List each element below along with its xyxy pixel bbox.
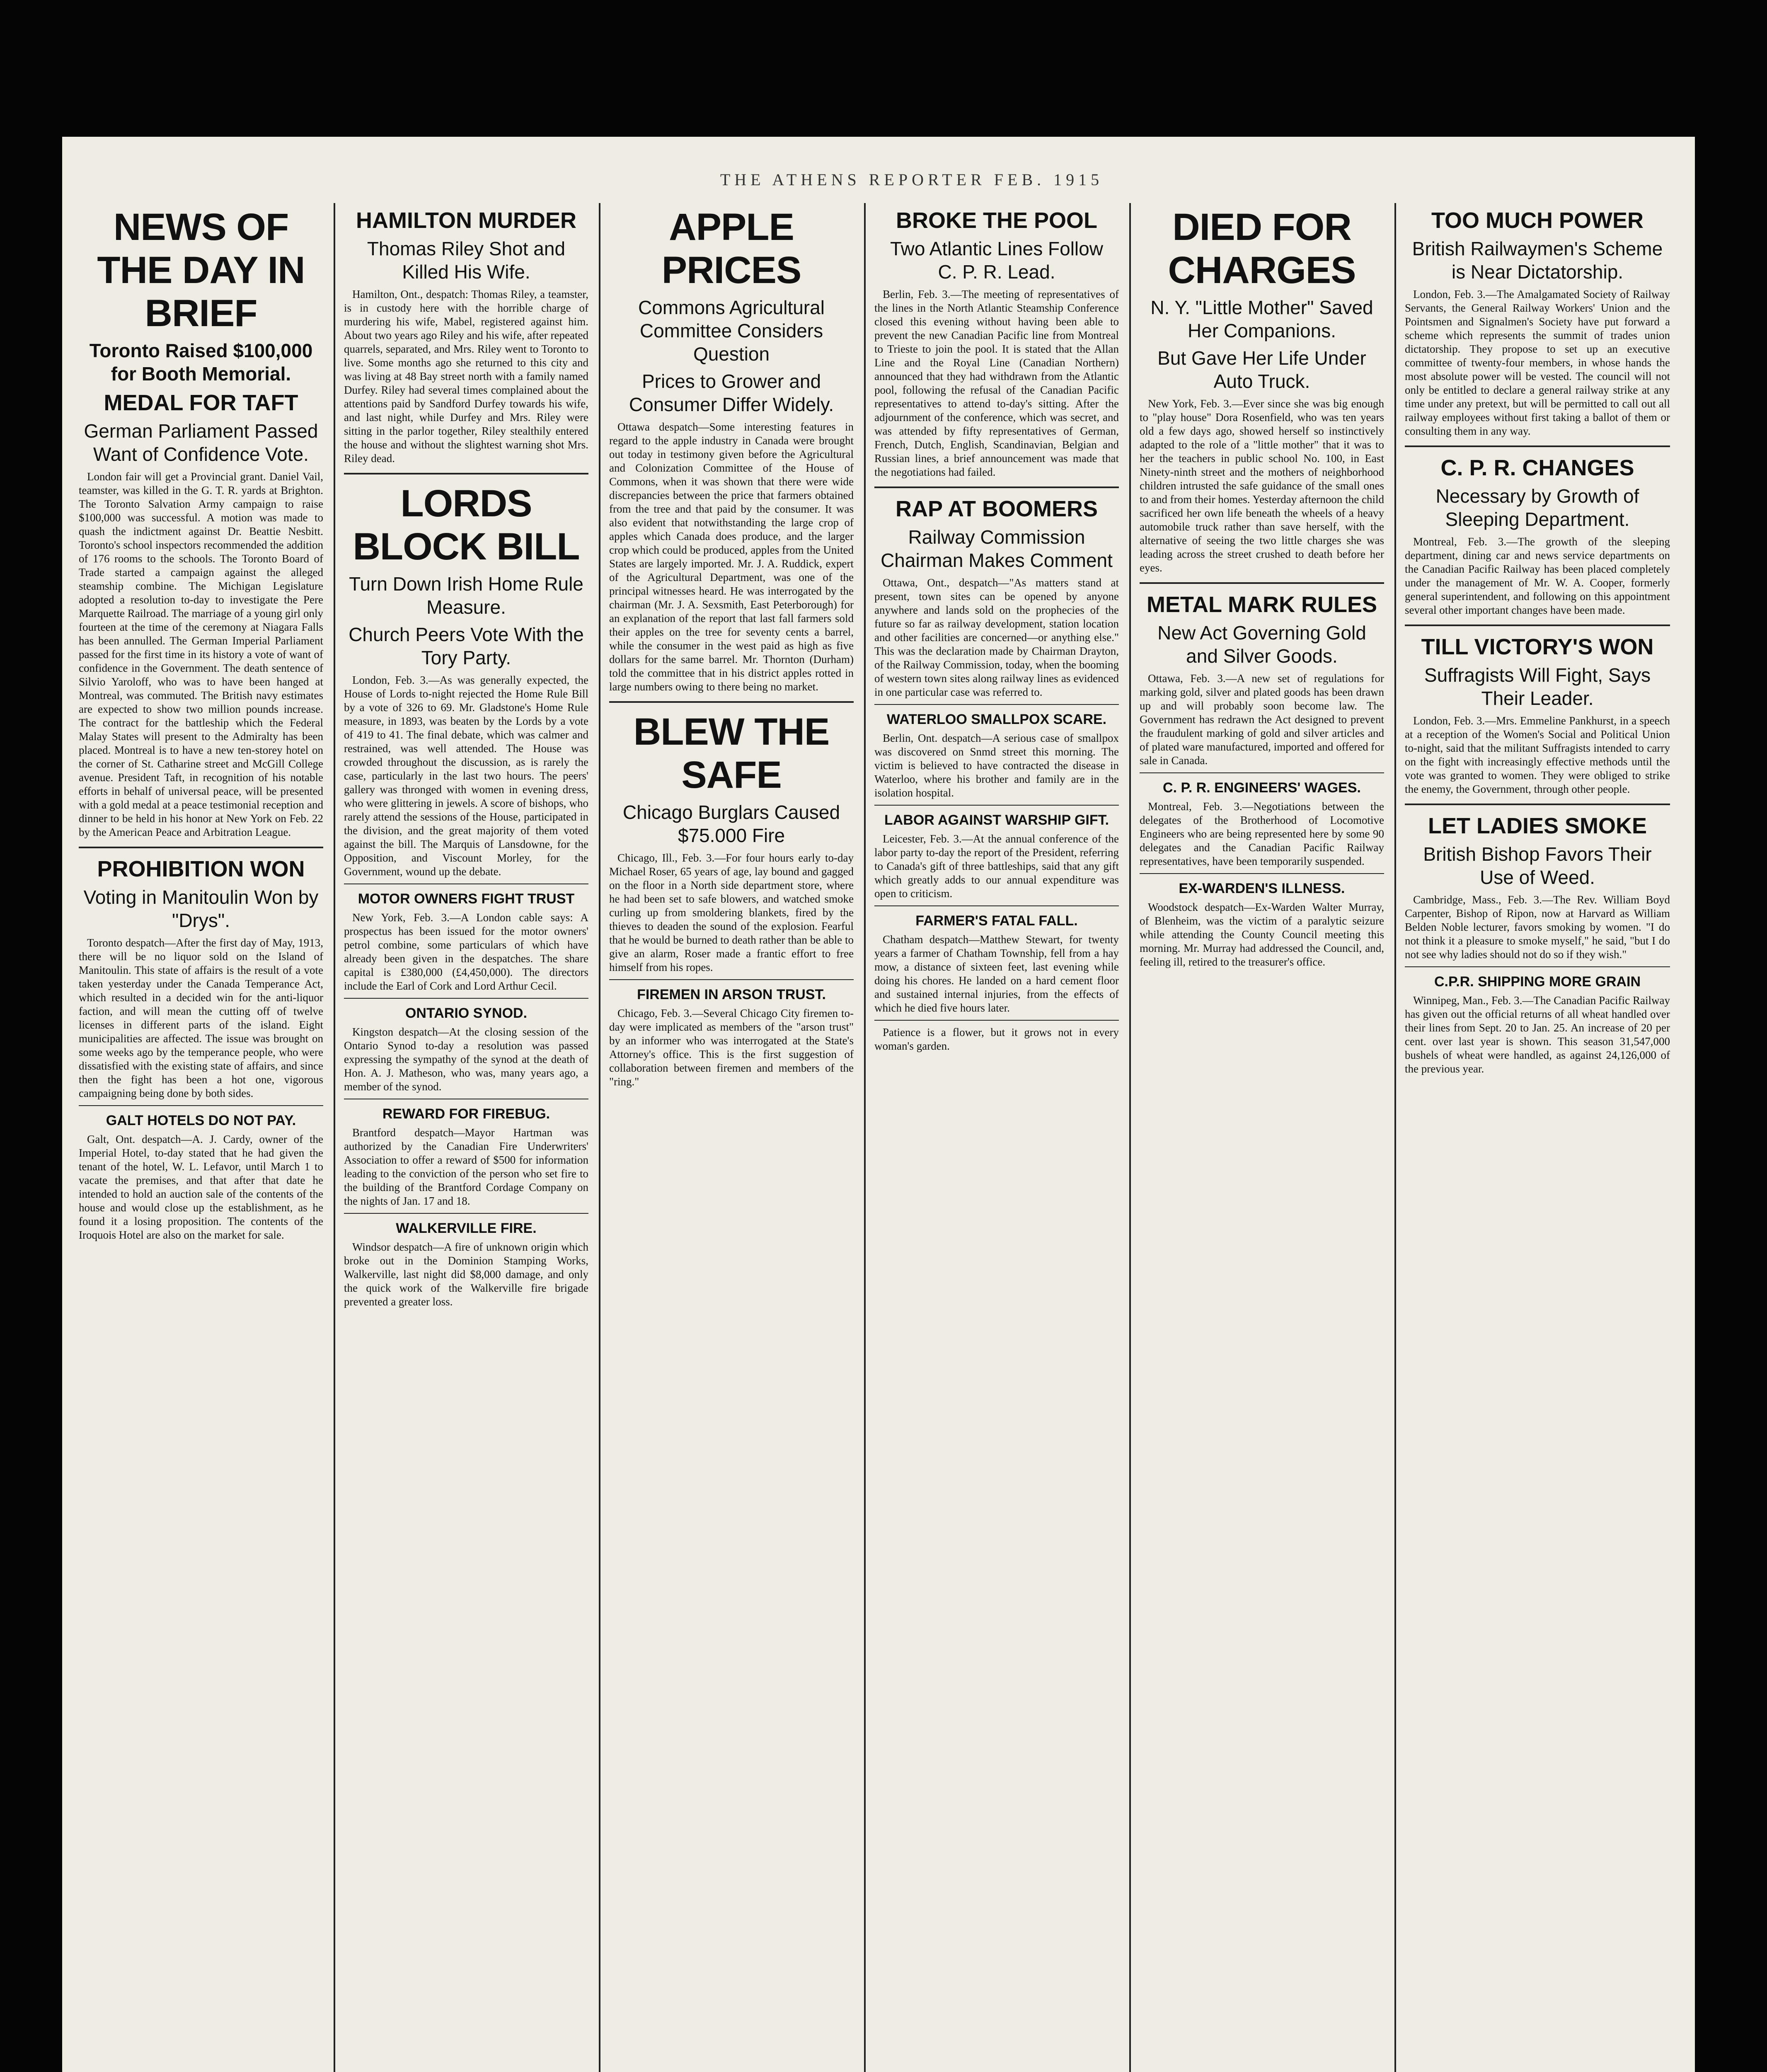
column-4 bbox=[874, 203, 1119, 2072]
divider bbox=[1140, 873, 1384, 874]
divider bbox=[609, 701, 854, 703]
article-body: Brantford despatch—Mayor Hartman was authorized by the Canadian Fire Underwriters' Association to offer a reward of $500 for information leading to the conviction of the person who set fire to the building of the Brantford Cordage Company on the nights of Jan. 17 and 18. bbox=[344, 1126, 588, 1207]
headline-ex-warden: EX-WARDEN'S ILLNESS. bbox=[1179, 881, 1345, 896]
filler-line: Patience is a flower, but it grows not in every woman's garden. bbox=[874, 1026, 1119, 1052]
divider bbox=[1405, 966, 1670, 967]
divider bbox=[874, 704, 1119, 705]
divider bbox=[344, 473, 588, 474]
headline-engineers-wages: C. P. R. ENGINEERS' WAGES. bbox=[1163, 780, 1361, 796]
headline-arson-trust: FIREMEN IN ARSON TRUST. bbox=[637, 987, 826, 1002]
subhead-railway-commission: Railway Commission Chairman Makes Comment bbox=[881, 526, 1113, 571]
headline-cpr-grain: C.P.R. SHIPPING MORE GRAIN bbox=[1434, 974, 1641, 990]
article-body: Woodstock despatch—Ex-Warden Walter Murray, of Blenheim, was the victim of a paralytic seizure while attending the County Council meeting this morning. Mr. Murray had addressed the Council, and, feeling ill, retired to the treasurer's office. bbox=[1140, 901, 1384, 968]
divider bbox=[1140, 772, 1384, 773]
subhead-gold-silver: New Act Governing Gold and Silver Goods. bbox=[1157, 622, 1366, 667]
column-3 bbox=[609, 203, 854, 2072]
subhead-booth-memorial: Toronto Raised $100,000 for Booth Memorial. bbox=[89, 340, 313, 385]
column-rule bbox=[1129, 203, 1131, 2072]
article-body: London, Feb. 3.—The Amalgamated Society of Railway Servants, the General Railway Workers' Union and the Pointsmen and Signalmen's Society have put forward a scheme which represents the summit of trades union dictatorship. They propose to set up an executive committee of twenty-four members, in whose hands the most absolute power will be vested. The council will not only be entitled to declare a general railway strike at any time under any pretext, but will be permitted to call out all railway employees without first taking a ballot of them or consulting them in any way. bbox=[1405, 288, 1670, 437]
article-body: Leicester, Feb. 3.—At the annual conference of the labor party to-day the report of the President, referring to Canada's gift of three battleships, said that any gift which greatly adds to our annual expenditure was open to criticism. bbox=[874, 833, 1119, 900]
article-body: Windsor despatch—A fire of unknown origin which broke out in the Dominion Stamping Works, Walkerville, last night did $8,000 damage, and only the quick work of the Walkerville fire brigade prevented a greater loss. bbox=[344, 1241, 588, 1308]
article-body: London, Feb. 3.—Mrs. Emmeline Pankhurst, in a speech at a reception of the Women's Social and Political Union to-night, said that the militant Suffragists intended to carry on the fight with increasingly effective methods until the vote was granted to women. They were obliged to strike the enemy, the Government, through other people. bbox=[1405, 714, 1670, 795]
article-body: Chicago, Ill., Feb. 3.—For four hours early to-day Michael Roser, 65 years of age, lay bound and gagged on the floor in a North side department store, where he had been set to safe blowers, and watched smoke curling up from smoldering blankets, fired by the thieves to deaden the sound of the explosion. Fearful that he would be burned to death rather than be able to give an alarm, Roser made a frantic effort to free himself from his ropes. bbox=[609, 852, 854, 973]
article-body: New York, Feb. 3.—Ever since she was big enough to "play house" Dora Rosenfield, who was ten years old a few days ago, showed herself so instinctively adapted to the role of a "little mother" that it was to her the teachers in public school No. 100, in East Ninety-ninth street and the mothers of neighborhood children intrusted the safe guidance of the small ones to and from their homes. Yesterday afternoon the child sacrificed her own life beneath the wheels of a heavy automobile truck rather than save herself, with the alternative of seeing the two little charges she was leading across the street crushed to death before her eyes. bbox=[1140, 397, 1384, 574]
subhead-chicago-burglars: Chicago Burglars Caused $75.000 Fire bbox=[622, 801, 840, 846]
subhead-commons-committee: Commons Agricultural Committee Considers Question bbox=[638, 297, 825, 365]
headline-farmer-fall: FARMER'S FATAL FALL. bbox=[915, 913, 1078, 929]
divider bbox=[1405, 804, 1670, 805]
article-body: Montreal, Feb. 3.—Negotiations between the delegates of the Brotherhood of Locomotive Engineers who are being represented here by some 90 delegates and the Canadian Pacific Railway representatives, have been temporarily suspended. bbox=[1140, 800, 1384, 867]
headline-motor-trust: MOTOR OWNERS FIGHT TRUST bbox=[358, 891, 575, 907]
divider bbox=[874, 905, 1119, 906]
article-body: London, Feb. 3.—As was generally expected, the House of Lords to-night rejected the Home Rule Bill by a vote of 326 to 69. Mr. Gladstone's Home Rule measure, in 1893, was beaten by the Lords by a vote of 419 to 41. The final debate, which was calmer and restrained, was well attended. The House was crowded throughout the discussion, as is rarely the case, particularly in the last two hours. The peers' gallery was thronged with women in evening dress, who were glittering in jewels. A score of bishops, who rarely attend the sessions of the House, participated in the division, and the great majority of them voted against the bill. The Marquis of Lansdowne, for the Opposition, and Viscount Morley, for the Government, wound up the debate. bbox=[344, 674, 588, 878]
headline-walkerville-fire: WALKERVILLE FIRE. bbox=[396, 1220, 537, 1236]
article-body: Hamilton, Ont., despatch: Thomas Riley, a teamster, is in custody here with the horrible charge of murdering his wife, Mabel, registered against him. About two years ago Riley and his wife, after repeated quarrels, separated, and Mrs. Riley went to Toronto to live. Some months ago she returned to this city and was living at 48 Bay street north with a family named Durfey. Riley had several times complained about the attentions paid by Sandford Durfey towards his wife, and last night, while Durfey and Mrs. Riley were sitting in the parlor together, Riley stealthily entered the house and without the slightest warning shot Mrs. Riley dead. bbox=[344, 288, 588, 465]
headline-ladies-smoke: LET LADIES SMOKE bbox=[1428, 813, 1647, 838]
article-body: Berlin, Feb. 3.—The meeting of representatives of the lines in the North Atlantic Steamship Conference closed this evening without having been able to prevent the new Canadian Pacific line from Montreal to Trieste to join the pool. It is stated that the Allan Line and the Royal Line (Canadian Northern) announced that they had withdrawn from the Atlantic pool, following the refusal of the Canadian Pacific representatives to attend to-day's sitting. After the adjournment of the conference, which was secret, and was attended by fifty representatives of German, French, Dutch, English, Scandinavian, Belgian and Russian lines, a brief announcement was made that the negotiations had failed. bbox=[874, 288, 1119, 478]
subhead-prices-differ: Prices to Grower and Consumer Differ Widely. bbox=[629, 370, 834, 415]
masthead: THE ATHENS REPORTER FEB. 1915 bbox=[720, 170, 1104, 189]
subhead-sleeping-dept: Necessary by Growth of Sleeping Department. bbox=[1435, 485, 1639, 530]
divider bbox=[609, 979, 854, 980]
subhead-riley: Thomas Riley Shot and Killed His Wife. bbox=[367, 238, 566, 283]
headline-till-victory: TILL VICTORY'S WON bbox=[1421, 634, 1654, 659]
article-body: London fair will get a Provincial grant. Daniel Vail, teamster, was killed in the G. T. R. yards at Brighton. The Toronto Salvation Army campaign to raise $100,000 was successful. A motion was made to quash the indictment against Dr. Beattie Nesbitt. Toronto's school inspectors recommended the addition of 176 rooms to the schools. The Toronto Board of Trade started a campaign against the alleged steamship combine. The Michigan Legislature adopted a resolution to-day to investigate the Pere Marquette Railroad. The marriage of a young girl only fourteen at the time of the ceremony at Niagara Falls has been annulled. The German Imperial Parliament passed for the first time in its history a vote of want of confidence in the Government. The death sentence of Silvio Yaroloff, who was to have been hanged at Montreal, was commuted. The British navy estimates are expected to show two million pounds increase. The contract for the battleship which the Federal Malay States will present to the Admiralty has been placed. Montreal is to have a new ten-storey hotel on the corner of St. Catharine street and McGill College avenue. President Taft, in recognition of his notable efforts in behalf of universal peace, will be presented with a gold medal at a peace testimonial reception and dinner to be held in his honor at New York on Feb. 22 by the American Peace and Arbitration League. bbox=[79, 470, 323, 838]
article-body: New York, Feb. 3.—A London cable says: A prospectus has been issued for the motor owners' petrol combine, some particulars of which have already been given in the despatches. The share capital is £380,000 (£4,450,000). The directors include the Earl of Cork and Lord Arthur Cecil. bbox=[344, 911, 588, 992]
divider bbox=[1405, 625, 1670, 626]
headline-lords-block-bill: LORDS BLOCK BILL bbox=[353, 482, 580, 568]
subhead-railwaymen: British Railwaymen's Scheme is Near Dictatorship. bbox=[1412, 238, 1663, 283]
column-rule bbox=[334, 203, 335, 2072]
article-body: Montreal, Feb. 3.—The growth of the sleeping department, dining car and news service departments on the Canadian Pacific Railway has been placed completely under the management of Mr. W. A. Cooper, formerly general superintendent, and following on this appointment several other important changes have been made. bbox=[1405, 535, 1670, 616]
article-body: Berlin, Ont. despatch—A serious case of smallpox was discovered on Snmd street this morning. The victim is believed to have contracted the disease in Waterloo, where his brother and family are in the isolation hospital. bbox=[874, 732, 1119, 799]
divider bbox=[874, 1020, 1119, 1021]
headline-blew-safe: BLEW THE SAFE bbox=[633, 711, 830, 796]
divider bbox=[344, 998, 588, 999]
subhead-manitoulin: Voting in Manitoulin Won by "Drys". bbox=[83, 886, 319, 931]
divider bbox=[1405, 445, 1670, 447]
article-body: Toronto despatch—After the first day of May, 1913, there will be no liquor sold on the Island of Manitoulin. This state of affairs is the result of a vote taken yesterday under the Canada Temperance Act, which resulted in a decided win for the anti-liquor faction, and will mean the cutting off of twelve licenses in different parts of the island. Eight municipalities are affected. The issue was brought on some weeks ago by the temperance people, who were dissatisfied with the existing state of affairs, and since then the fight has been a hot one, vigorous campaigning being done by both sides. bbox=[79, 937, 323, 1099]
subhead-church-peers: Church Peers Vote With the Tory Party. bbox=[349, 624, 584, 668]
subhead-suffragists: Suffragists Will Fight, Says Their Leader. bbox=[1424, 664, 1651, 709]
divider bbox=[874, 805, 1119, 806]
subhead-atlantic-lines: Two Atlantic Lines Follow C. P. R. Lead. bbox=[890, 238, 1103, 283]
article-body: Galt, Ont. despatch—A. J. Cardy, owner of the Imperial Hotel, to-day stated that he had given the tenant of the hotel, W. L. Lefavor, until March 1 to vacate the premises, and that after that date he intended to hold an auction sale of the contents of the house and would close up the establishment, as he found it a losing proposition. The contents of the Iroquois Hotel are also on the market for sale. bbox=[79, 1133, 323, 1241]
headline-too-much-power: TOO MUCH POWER bbox=[1431, 208, 1644, 233]
divider bbox=[79, 1105, 323, 1106]
column-rule bbox=[599, 203, 600, 2072]
column-5 bbox=[1140, 203, 1384, 2072]
newspaper-page bbox=[62, 137, 1695, 2072]
divider bbox=[79, 847, 323, 848]
divider bbox=[344, 1213, 588, 1214]
headline-died-for-charges: DIED FOR CHARGES bbox=[1168, 206, 1356, 291]
divider bbox=[874, 487, 1119, 488]
headline-cpr-changes: C. P. R. CHANGES bbox=[1440, 455, 1634, 480]
subhead-bishop: British Bishop Favors Their Use of Weed. bbox=[1423, 843, 1652, 888]
article-body: Chicago, Feb. 3.—Several Chicago City firemen to-day were implicated as members of the "arson trust" by an informer who was interrogated at the State's Attorney's office. This is the first suggestion of collaboration between firemen and members of the "ring." bbox=[609, 1007, 854, 1088]
headline-galt-hotels: GALT HOTELS DO NOT PAY. bbox=[106, 1113, 296, 1128]
headline-warship-gift: LABOR AGAINST WARSHIP GIFT. bbox=[884, 812, 1109, 828]
column-6 bbox=[1405, 203, 1670, 2072]
column-2 bbox=[344, 203, 588, 2072]
headline-broke-pool: BROKE THE POOL bbox=[896, 208, 1098, 233]
article-body: Cambridge, Mass., Feb. 3.—The Rev. William Boyd Carpenter, Bishop of Ripon, now at Harvard as William Belden Noble lecturer, favors smoking by women. "I do not think it a pleasure to smoke myself," he said, "but I do not see why ladies should not do so if they wish." bbox=[1405, 893, 1670, 961]
column-1 bbox=[79, 203, 323, 2072]
headline-firebug: REWARD FOR FIREBUG. bbox=[382, 1106, 550, 1122]
article-body: Kingston despatch—At the closing session of the Ontario Synod to-day a resolution was passed expressing the sympathy of the synod at the death of Hon. A. J. Matheson, who was, many years ago, a member of the synod. bbox=[344, 1026, 588, 1093]
headline-hamilton-murder: HAMILTON MURDER bbox=[356, 208, 576, 233]
article-body: Chatham despatch—Matthew Stewart, for twenty years a farmer of Chatham Township, fell from a hay mow, a distance of sixteen feet, last evening while doing his chores. He landed on a hard cement floor and sustained internal injuries, from the effects of which he died five hours later. bbox=[874, 933, 1119, 1014]
headline-rap-boomers: RAP AT BOOMERS bbox=[895, 496, 1098, 521]
divider bbox=[1140, 582, 1384, 584]
article-body: Ottawa, Feb. 3.—A new set of regulations for marking gold, silver and plated goods has been drawn up and will probably soon become law. The Government has redrawn the Act designed to prevent the fraudulent marking of gold and silver articles and of plated ware manufactured, imported and offered for sale in Canada. bbox=[1140, 672, 1384, 767]
headline-medal-taft: MEDAL FOR TAFT bbox=[104, 390, 298, 415]
headline-metal-mark: METAL MARK RULES bbox=[1147, 592, 1377, 617]
headline-prohibition: PROHIBITION WON bbox=[97, 857, 305, 881]
subhead-auto-truck: But Gave Her Life Under Auto Truck. bbox=[1157, 347, 1366, 392]
subhead-little-mother: N. Y. "Little Mother" Saved Her Companions. bbox=[1150, 297, 1373, 341]
column-rule bbox=[864, 203, 866, 2072]
headline-ontario-synod: ONTARIO SYNOD. bbox=[405, 1005, 528, 1021]
article-body: Ottawa despatch—Some interesting features in regard to the apple industry in Canada were brought out today in testimony given before the Agricultural and Colonization Committee of the House of Commons, when it was shown that there were wide discrepancies between the price that farmers obtained from the tree and that paid by the consumer. It was also evident that notwithstanding the large crop of apples which Canada does produce, and the larger crop which could be produced, apples from the United States are largely imported. Mr. J. A. Ruddick, expert of the Agricultural Department, was one of the principal witnesses heard. He was interrogated by the chairman (Mr. J. A. Sexsmith, East Peterborough) for an explanation of the report that last fall farmers sold their apples on the tree for seventy cents a barrel, while the consumer in the west paid as high as five dollars for the same barrel. Mr. Thornton (Durham) told the committee that in his district apples rotted in large numbers owing to there being no market. bbox=[609, 421, 854, 693]
headline-smallpox: WATERLOO SMALLPOX SCARE. bbox=[886, 712, 1107, 727]
subhead-german-parliament: German Parliament Passed Want of Confidence Vote. bbox=[84, 420, 318, 465]
article-body: Ottawa, Ont., despatch—"As matters stand at present, town sites can be opened by anyone anywhere and lands sold on the prophecies of the future so far as railway development, station location and other facilities are concerned—or anything else." This was the declaration made by Chairman Drayton, of the Railway Commission, today, when the booming of western town sites along railway lines as evidenced in one particular case was referred to. bbox=[874, 576, 1119, 698]
article-body: Winnipeg, Man., Feb. 3.—The Canadian Pacific Railway has given out the official returns of all wheat handled over their lines from Sept. 20 to Jan. 25. An increase of 20 per cent. over last year is shown. This season 31,547,000 bushels of wheat were handled, as against 24,126,000 of the previous year. bbox=[1405, 994, 1670, 1075]
headline-apple-prices: APPLE PRICES bbox=[661, 206, 801, 291]
column-rule bbox=[1394, 203, 1396, 2072]
headline-news-brief: NEWS OF THE DAY IN BRIEF bbox=[97, 206, 305, 334]
subhead-home-rule: Turn Down Irish Home Rule Measure. bbox=[349, 573, 583, 618]
